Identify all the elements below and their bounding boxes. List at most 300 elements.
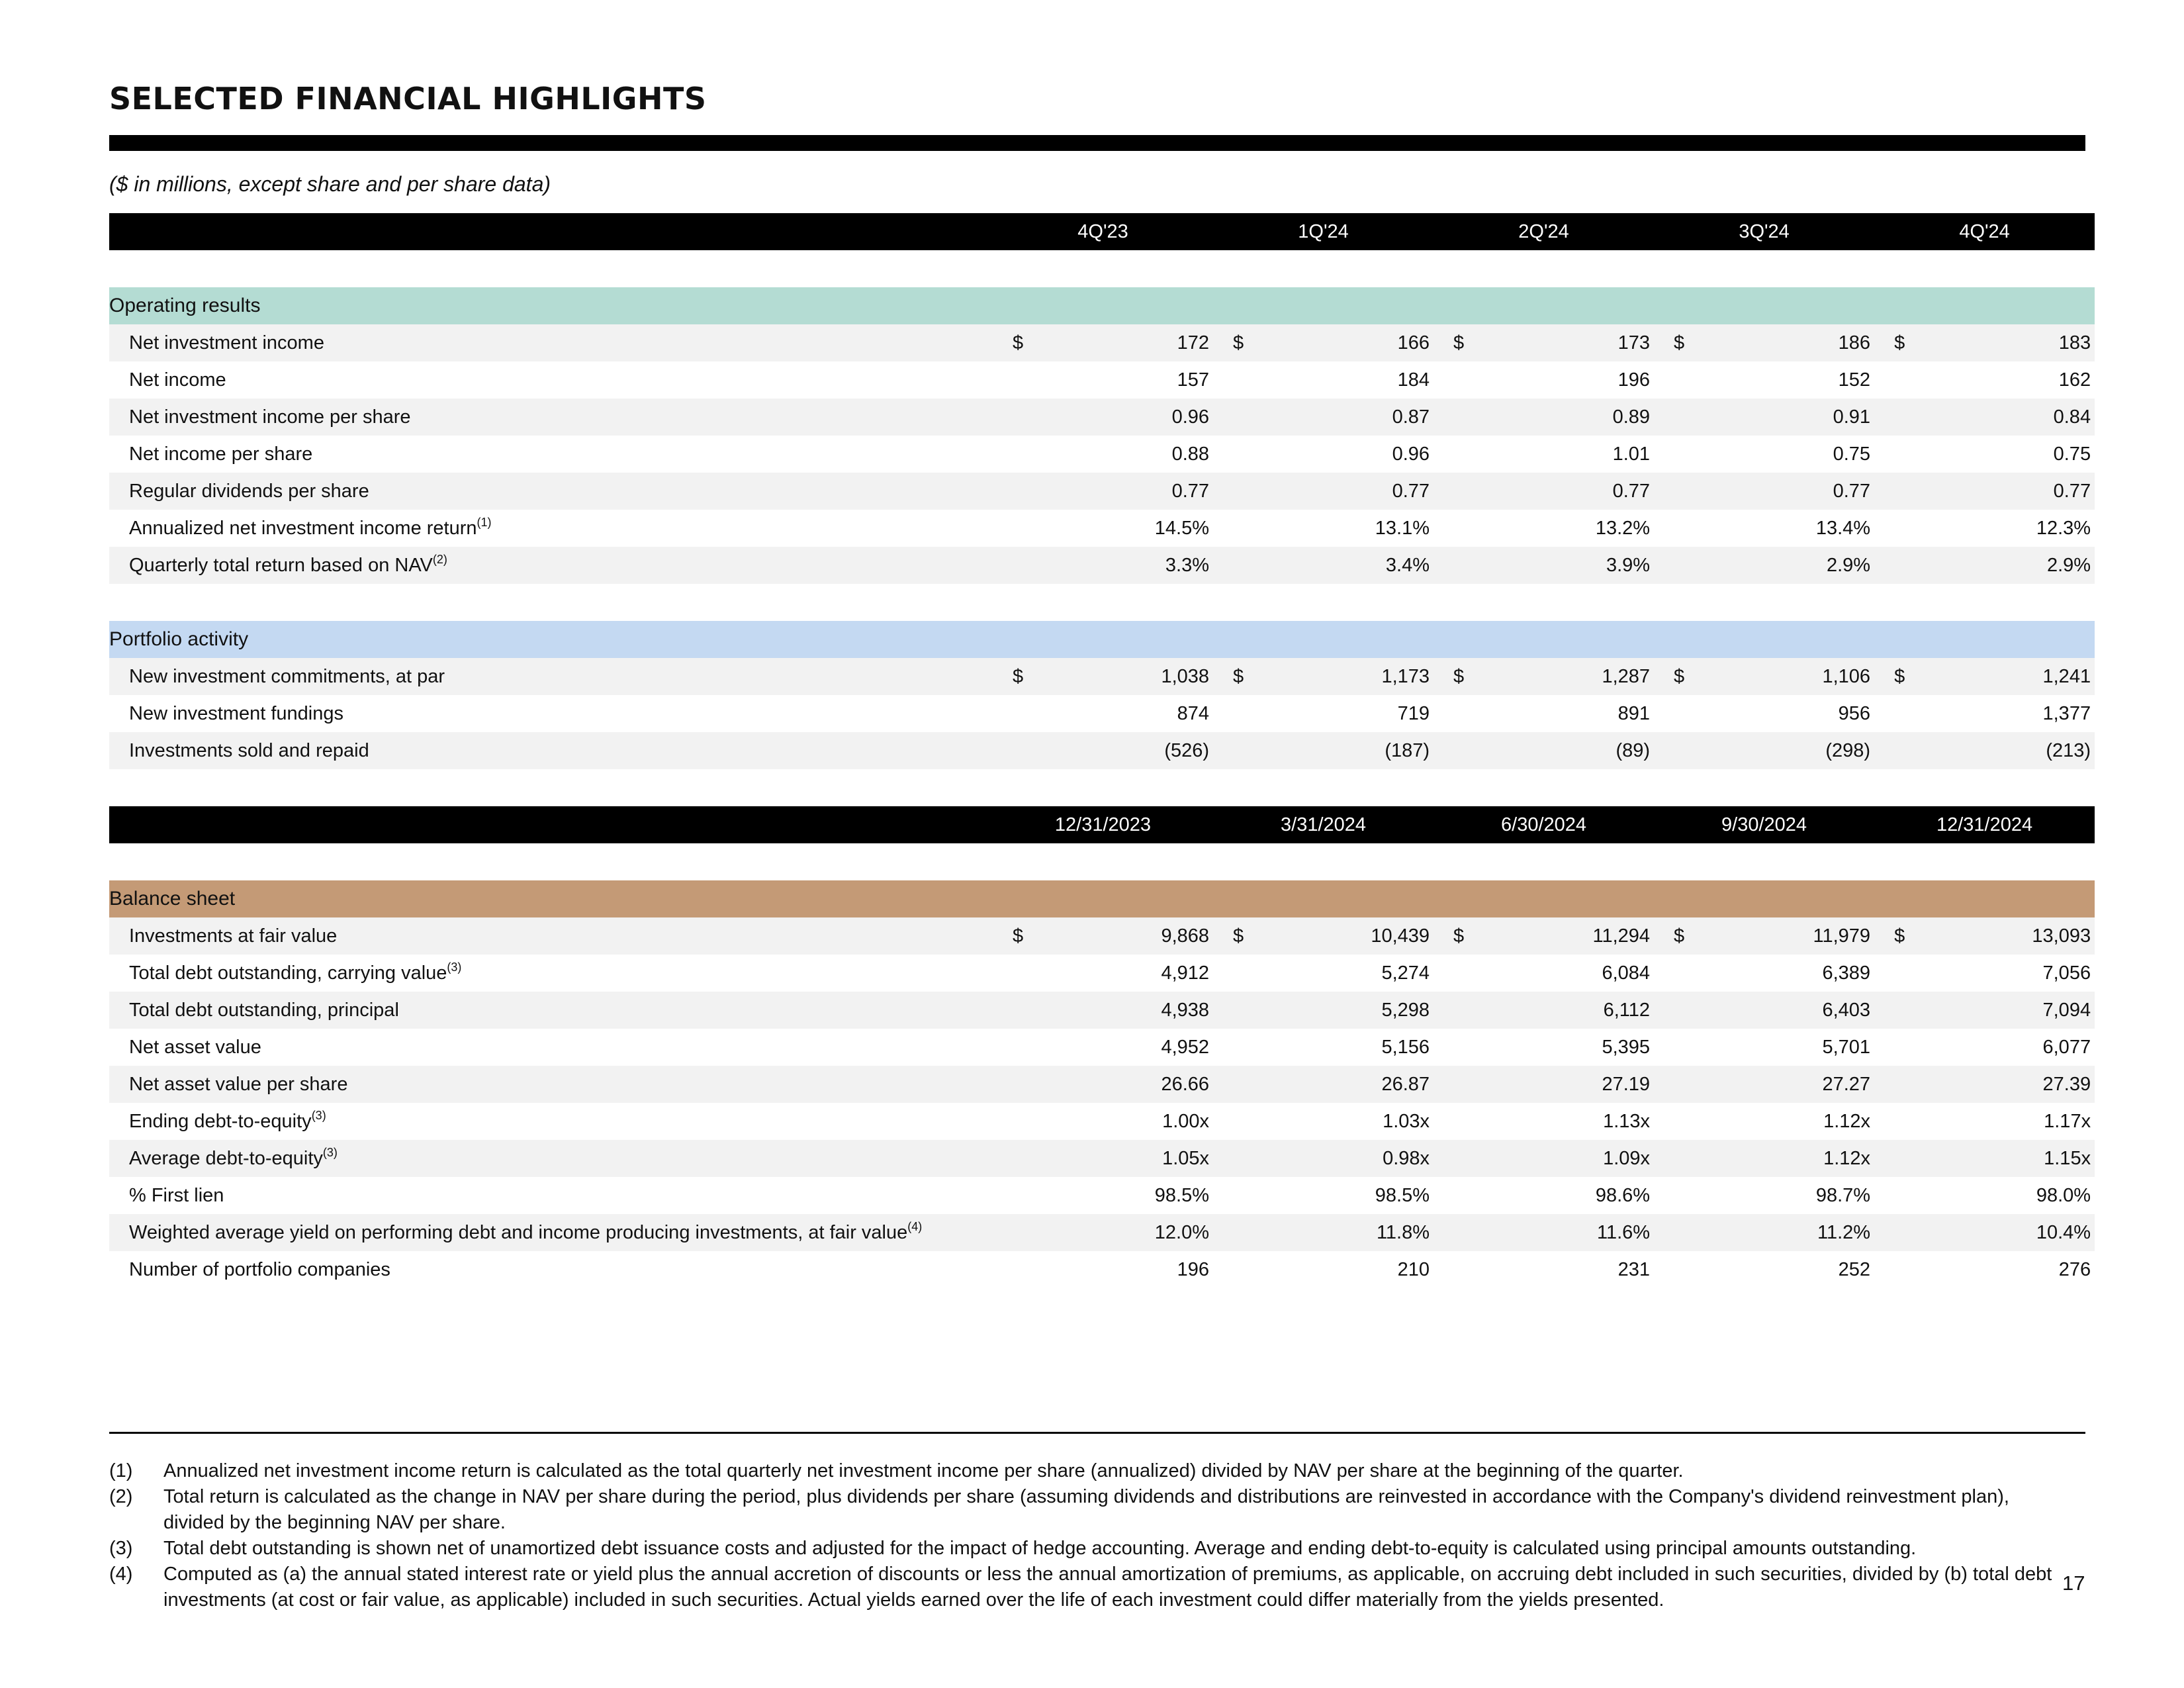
value-cell: 12.3%	[2036, 517, 2091, 539]
footnote-ref: (4)	[907, 1219, 923, 1233]
value-cell: 874	[1177, 702, 1210, 724]
value-cell: 0.96	[1392, 443, 1430, 465]
row-label	[109, 1251, 993, 1288]
value-cell: 152	[1838, 369, 1871, 391]
column-header: 12/31/2023	[993, 806, 1213, 843]
row-label-text: Net asset value per share	[129, 1073, 348, 1095]
value-cell: 0.87	[1253, 399, 1433, 436]
currency-cell	[1213, 732, 1253, 769]
footnote-ref: (3)	[447, 960, 462, 974]
row-label	[109, 1177, 993, 1214]
currency-cell	[1213, 547, 1253, 584]
currency-cell	[1433, 1177, 1473, 1214]
value-cell: 98.0%	[2036, 1184, 2091, 1206]
table-row	[109, 1214, 2095, 1251]
currency-cell	[1213, 1103, 1253, 1140]
value-cell: 0.96	[1032, 399, 1213, 436]
currency-symbol: $	[1233, 665, 1244, 687]
currency-cell	[993, 399, 1032, 436]
currency-cell	[1874, 473, 1914, 510]
currency-cell	[1654, 917, 1694, 955]
row-label-text: Net investment income per share	[129, 406, 411, 428]
currency-symbol: $	[1453, 332, 1465, 353]
currency-cell	[1213, 1214, 1253, 1251]
currency-cell	[1654, 1140, 1694, 1177]
currency-cell	[1213, 510, 1253, 547]
units-note: ($ in millions, except share and per share data)	[109, 172, 551, 196]
currency-cell	[1654, 955, 1694, 992]
row-label-text: Annualized net investment income return	[129, 517, 477, 539]
value-cell: 0.91	[1694, 399, 1874, 436]
quarter-header-row	[109, 213, 2095, 250]
currency-symbol: $	[1013, 332, 1024, 353]
value-cell: 1.13x	[1603, 1110, 1651, 1132]
row-label	[109, 1066, 993, 1103]
currency-cell	[1654, 324, 1694, 361]
currency-cell	[993, 1103, 1032, 1140]
currency-cell	[1654, 695, 1694, 732]
value-cell: 0.77	[1253, 473, 1433, 510]
currency-cell	[993, 732, 1032, 769]
currency-symbol: $	[1674, 925, 1685, 947]
table-row	[109, 361, 2095, 399]
value-cell: (298)	[1694, 732, 1874, 769]
currency-cell	[1433, 917, 1473, 955]
table-row	[109, 473, 2095, 510]
currency-cell	[993, 510, 1032, 547]
value-cell: 5,395	[1602, 1036, 1651, 1058]
table-row	[109, 658, 2095, 695]
row-label	[109, 917, 993, 955]
currency-symbol: $	[1674, 665, 1685, 687]
row-label-text: New investment commitments, at par	[129, 665, 445, 687]
value-cell: 11.8%	[1253, 1214, 1433, 1251]
value-cell: 11.6%	[1473, 1214, 1654, 1251]
row-label-text: Net income	[129, 369, 226, 391]
currency-cell	[993, 917, 1032, 955]
row-label-text: Net asset value	[129, 1036, 261, 1058]
title-rule	[109, 135, 2085, 151]
row-label-text: Total debt outstanding, carrying value	[129, 962, 447, 984]
value-cell: 1.03x	[1383, 1110, 1430, 1132]
currency-symbol: $	[1674, 332, 1685, 353]
value-cell: 5,701	[1822, 1036, 1871, 1058]
value-cell: 252	[1838, 1258, 1871, 1280]
currency-cell	[993, 361, 1032, 399]
currency-cell	[993, 1140, 1032, 1177]
value-cell: 172	[1032, 324, 1213, 361]
value-cell: 184	[1397, 369, 1430, 391]
currency-symbol: $	[1894, 925, 1905, 947]
currency-cell	[993, 1214, 1032, 1251]
table-row	[109, 436, 2095, 473]
row-label	[109, 955, 993, 992]
currency-cell	[993, 1251, 1032, 1288]
currency-cell	[993, 1029, 1032, 1066]
currency-cell	[993, 436, 1032, 473]
row-label-text: Average debt-to-equity	[129, 1147, 323, 1169]
currency-cell	[1654, 658, 1694, 695]
value-cell: 6,112	[1473, 992, 1654, 1029]
currency-cell	[1213, 695, 1253, 732]
row-label-text: Investments sold and repaid	[129, 739, 369, 761]
value-cell: 231	[1617, 1258, 1651, 1280]
column-header: 4Q'23	[993, 213, 1213, 250]
currency-cell	[1874, 1029, 1914, 1066]
value-cell: 196	[1617, 369, 1651, 391]
value-cell: 1,377	[2042, 702, 2091, 724]
currency-cell	[1213, 955, 1253, 992]
currency-cell	[1874, 547, 1914, 584]
column-header: 4Q'24	[1874, 213, 2095, 250]
value-cell: 1.12x	[1694, 1140, 1874, 1177]
row-label	[109, 361, 993, 399]
row-label	[109, 399, 993, 436]
footnote	[109, 1458, 2062, 1484]
currency-cell	[1213, 399, 1253, 436]
value-cell: 6,389	[1822, 962, 1871, 984]
value-cell: 11,979	[1694, 917, 1874, 955]
column-header: 3/31/2024	[1213, 806, 1433, 843]
value-cell: 1.01	[1612, 443, 1651, 465]
value-cell: 186	[1694, 324, 1874, 361]
value-cell: 3.9%	[1473, 547, 1654, 584]
currency-cell	[1433, 1066, 1473, 1103]
value-cell: 98.6%	[1595, 1184, 1651, 1206]
currency-cell	[993, 695, 1032, 732]
currency-cell	[1874, 436, 1914, 473]
currency-cell	[1874, 1140, 1914, 1177]
row-label-text: Number of portfolio companies	[129, 1258, 390, 1280]
table-row	[109, 732, 2095, 769]
value-cell: 1,287	[1473, 658, 1654, 695]
value-cell: 3.4%	[1253, 547, 1433, 584]
value-cell: 0.84	[1914, 399, 2095, 436]
column-header: 12/31/2024	[1874, 806, 2095, 843]
currency-cell	[1654, 510, 1694, 547]
value-cell: 6,403	[1694, 992, 1874, 1029]
footnote-number: (2)	[109, 1486, 133, 1507]
footnote-ref: (3)	[322, 1145, 338, 1159]
column-header: 6/30/2024	[1433, 806, 1654, 843]
currency-cell	[993, 1177, 1032, 1214]
currency-cell	[1874, 1251, 1914, 1288]
currency-cell	[993, 992, 1032, 1029]
value-cell: 196	[1177, 1258, 1210, 1280]
currency-symbol: $	[1894, 332, 1905, 353]
currency-symbol: $	[1894, 665, 1905, 687]
value-cell: 0.98x	[1253, 1140, 1433, 1177]
value-cell: 5,298	[1253, 992, 1433, 1029]
currency-cell	[993, 547, 1032, 584]
currency-cell	[1213, 658, 1253, 695]
currency-cell	[1213, 1029, 1253, 1066]
row-label	[109, 1214, 993, 1251]
value-cell: 98.7%	[1815, 1184, 1871, 1206]
column-header: 9/30/2024	[1654, 806, 1874, 843]
table-row	[109, 1177, 2095, 1214]
currency-cell	[993, 324, 1032, 361]
currency-cell	[1654, 436, 1694, 473]
table-row	[109, 695, 2095, 732]
value-cell: 0.89	[1473, 399, 1654, 436]
currency-cell	[1213, 917, 1253, 955]
value-cell: 2.9%	[1914, 547, 2095, 584]
value-cell: 0.88	[1171, 443, 1210, 465]
footnote-text: Total debt outstanding is shown net of unamortized debt issuance costs and adjusted for the impact of hedge accounting. Average and ending debt-to-equity is calculated using principal amounts outstanding.	[163, 1538, 1917, 1559]
row-label	[109, 992, 993, 1029]
currency-cell	[1433, 1214, 1473, 1251]
currency-cell	[1433, 436, 1473, 473]
currency-cell	[993, 658, 1032, 695]
footnote-ref: (1)	[477, 515, 492, 529]
currency-cell	[1213, 324, 1253, 361]
currency-cell	[1433, 1251, 1473, 1288]
currency-cell	[993, 473, 1032, 510]
value-cell: 4,952	[1161, 1036, 1210, 1058]
row-label	[109, 1140, 993, 1177]
value-cell: 26.66	[1032, 1066, 1213, 1103]
currency-cell	[1874, 1103, 1914, 1140]
value-cell: 1.05x	[1032, 1140, 1213, 1177]
footnotes	[109, 1458, 2062, 1613]
table-row	[109, 992, 2095, 1029]
value-cell: 14.5%	[1154, 517, 1210, 539]
row-label	[109, 324, 993, 361]
currency-cell	[1433, 992, 1473, 1029]
currency-symbol: $	[1453, 665, 1465, 687]
value-cell: 9,868	[1032, 917, 1213, 955]
currency-cell	[1654, 1177, 1694, 1214]
row-label	[109, 436, 993, 473]
value-cell: 1,173	[1253, 658, 1433, 695]
currency-cell	[993, 955, 1032, 992]
value-cell: 183	[1914, 324, 2095, 361]
footnote	[109, 1484, 2062, 1536]
currency-cell	[1874, 955, 1914, 992]
value-cell: (187)	[1253, 732, 1433, 769]
table-row	[109, 917, 2095, 955]
value-cell: 98.5%	[1375, 1184, 1430, 1206]
currency-cell	[1654, 1103, 1694, 1140]
currency-cell	[1433, 658, 1473, 695]
row-label-text: Weighted average yield on performing debt and income producing investments, at fair value	[129, 1221, 908, 1243]
row-label-text: New investment fundings	[129, 702, 343, 724]
value-cell: 956	[1838, 702, 1871, 724]
value-cell: 7,094	[1914, 992, 2095, 1029]
value-cell: 1,106	[1694, 658, 1874, 695]
table-row	[109, 1103, 2095, 1140]
currency-cell	[1654, 1251, 1694, 1288]
row-label	[109, 732, 993, 769]
currency-cell	[1213, 473, 1253, 510]
page-title: SELECTED FINANCIAL HIGHLIGHTS	[109, 81, 707, 117]
value-cell: 11,294	[1473, 917, 1654, 955]
value-cell: 166	[1253, 324, 1433, 361]
row-label	[109, 547, 993, 584]
value-cell: 1.12x	[1823, 1110, 1871, 1132]
value-cell: 10.4%	[1914, 1214, 2095, 1251]
table-row	[109, 547, 2095, 584]
currency-cell	[1433, 1103, 1473, 1140]
value-cell: 0.77	[1694, 473, 1874, 510]
row-label	[109, 473, 993, 510]
value-cell: 891	[1617, 702, 1651, 724]
currency-cell	[1213, 1066, 1253, 1103]
currency-cell	[1654, 547, 1694, 584]
value-cell: 7,056	[2042, 962, 2091, 984]
value-cell: 4,912	[1161, 962, 1210, 984]
row-label-text: Net investment income	[129, 332, 324, 353]
date-header-row	[109, 806, 2095, 843]
currency-cell	[1433, 732, 1473, 769]
section-header-balance	[109, 880, 2095, 917]
currency-cell	[1213, 361, 1253, 399]
value-cell: 98.5%	[1154, 1184, 1210, 1206]
value-cell: 1,241	[1914, 658, 2095, 695]
currency-cell	[1433, 547, 1473, 584]
currency-cell	[1213, 992, 1253, 1029]
value-cell: 2.9%	[1694, 547, 1874, 584]
value-cell: 210	[1397, 1258, 1430, 1280]
value-cell: 1,038	[1032, 658, 1213, 695]
footnote-text: Total return is calculated as the change in NAV per share during the period, plus dividends per share (assuming dividends and distributions are reinvested in accordance with the Company's dividend reinvestment plan), divided by the beginning NAV per share.	[163, 1486, 2009, 1533]
currency-cell	[1874, 917, 1914, 955]
row-label	[109, 1029, 993, 1066]
currency-cell	[1874, 695, 1914, 732]
currency-cell	[1433, 1029, 1473, 1066]
currency-cell	[1874, 510, 1914, 547]
column-header: 3Q'24	[1654, 213, 1874, 250]
section-title: Balance sheet	[109, 880, 2095, 917]
row-label	[109, 1103, 993, 1140]
currency-cell	[1654, 473, 1694, 510]
value-cell: 1.00x	[1162, 1110, 1210, 1132]
section-title: Operating results	[109, 287, 2095, 324]
value-cell: 27.39	[1914, 1066, 2095, 1103]
value-cell: 719	[1397, 702, 1430, 724]
column-header: 1Q'24	[1213, 213, 1433, 250]
currency-symbol: $	[1013, 665, 1024, 687]
currency-symbol: $	[1233, 925, 1244, 947]
row-label	[109, 658, 993, 695]
value-cell: 13.1%	[1375, 517, 1430, 539]
section-title: Portfolio activity	[109, 621, 2095, 658]
value-cell: 0.75	[1833, 443, 1871, 465]
currency-cell	[1433, 695, 1473, 732]
currency-cell	[1213, 1140, 1253, 1177]
section-header-portfolio	[109, 621, 2095, 658]
value-cell: 0.77	[1032, 473, 1213, 510]
currency-symbol: $	[1013, 925, 1024, 947]
currency-cell	[1433, 1140, 1473, 1177]
currency-cell	[1433, 955, 1473, 992]
page-number: 17	[2062, 1571, 2085, 1595]
currency-cell	[1433, 399, 1473, 436]
footnote-number: (1)	[109, 1460, 133, 1481]
currency-cell	[1874, 992, 1914, 1029]
value-cell: 1.09x	[1473, 1140, 1654, 1177]
currency-cell	[1874, 399, 1914, 436]
currency-cell	[1654, 1214, 1694, 1251]
currency-cell	[1874, 324, 1914, 361]
currency-cell	[1213, 1177, 1253, 1214]
footnote-ref: (2)	[432, 552, 447, 566]
footnote-text: Computed as (a) the annual stated interest rate or yield plus the annual accretion of discounts or less the annual amortization of premiums, as applicable, on accruing debt included in such securities, divided by (b) total debt investments (at cost or fair value, as applicable) included in such securities. Actual yields earned over the life of each investment could differ materially from the yields presented.	[163, 1564, 2052, 1611]
currency-cell	[1433, 361, 1473, 399]
value-cell: 13.4%	[1815, 517, 1871, 539]
currency-symbol: $	[1233, 332, 1244, 353]
value-cell: 26.87	[1253, 1066, 1433, 1103]
footnote-number: (4)	[109, 1564, 133, 1585]
value-cell: 1.17x	[2044, 1110, 2091, 1132]
value-cell: (213)	[1914, 732, 2095, 769]
value-cell: 27.27	[1694, 1066, 1874, 1103]
table-row	[109, 1251, 2095, 1288]
row-label-text: Investments at fair value	[129, 925, 338, 947]
value-cell: 13,093	[1914, 917, 2095, 955]
currency-cell	[1874, 658, 1914, 695]
value-cell: 6,084	[1602, 962, 1651, 984]
value-cell: 0.77	[1473, 473, 1654, 510]
column-header: 2Q'24	[1433, 213, 1654, 250]
value-cell: 13.2%	[1595, 517, 1651, 539]
currency-cell	[1654, 361, 1694, 399]
currency-cell	[1654, 1066, 1694, 1103]
currency-cell	[1874, 1066, 1914, 1103]
row-label-text: Total debt outstanding, principal	[129, 999, 399, 1021]
row-label-text: Net income per share	[129, 443, 313, 465]
row-label-text: Ending debt-to-equity	[129, 1110, 312, 1132]
value-cell: 5,156	[1381, 1036, 1430, 1058]
footnote	[109, 1562, 2062, 1613]
currency-cell	[1874, 732, 1914, 769]
currency-cell	[993, 1066, 1032, 1103]
value-cell: (89)	[1473, 732, 1654, 769]
table-row	[109, 1066, 2095, 1103]
value-cell: 11.2%	[1694, 1214, 1874, 1251]
table-row	[109, 324, 2095, 361]
table-row	[109, 955, 2095, 992]
value-cell: 0.75	[2053, 443, 2091, 465]
section-header-operating	[109, 287, 2095, 324]
row-label-text: Regular dividends per share	[129, 480, 369, 502]
footnote-number: (3)	[109, 1538, 133, 1559]
value-cell: 276	[2058, 1258, 2091, 1280]
currency-symbol: $	[1453, 925, 1465, 947]
value-cell: 6,077	[2042, 1036, 2091, 1058]
currency-cell	[1213, 1251, 1253, 1288]
value-cell: (526)	[1032, 732, 1213, 769]
currency-cell	[1654, 399, 1694, 436]
value-cell: 12.0%	[1032, 1214, 1213, 1251]
currency-cell	[1874, 361, 1914, 399]
footnote	[109, 1536, 2062, 1562]
row-label	[109, 695, 993, 732]
row-label-text: Quarterly total return based on NAV	[129, 554, 433, 576]
currency-cell	[1654, 1029, 1694, 1066]
table-row	[109, 1029, 2095, 1066]
currency-cell	[1433, 324, 1473, 361]
value-cell: 1.15x	[1914, 1140, 2095, 1177]
footnote-rule	[109, 1432, 2085, 1434]
currency-cell	[1654, 732, 1694, 769]
value-cell: 162	[2058, 369, 2091, 391]
currency-cell	[1433, 510, 1473, 547]
value-cell: 4,938	[1032, 992, 1213, 1029]
currency-cell	[1433, 473, 1473, 510]
currency-cell	[1213, 436, 1253, 473]
